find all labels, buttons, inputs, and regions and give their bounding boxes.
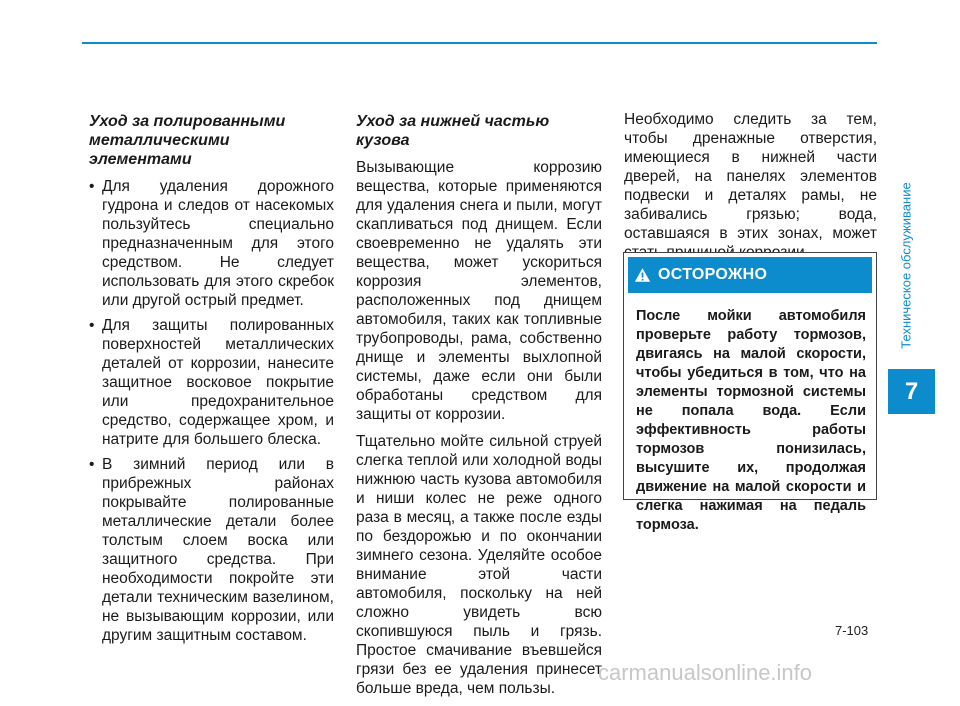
warning-text: После мойки автомобиля проверьте работу тормозов, двигаясь на малой скорости, чтобы убедиться в том, что на элементы тормозной системы не попала вода. Если эффективность работы тормозов понизилась, высушите их, продолжая движение на малой скорости и слегка нажимая на педаль тормоза. bbox=[636, 308, 866, 533]
list-item: • Для удаления дорожного гудрона и следов от насекомых пользуйтесь специально предназначенным для этого средством. Не следует использовать для этого скребок или другой острый предмет. bbox=[89, 177, 334, 310]
column-drain-holes bbox=[624, 110, 877, 270]
column-polished-metal bbox=[89, 112, 334, 651]
top-divider bbox=[82, 42, 877, 44]
warning-title: ОСТОРОЖНО bbox=[658, 266, 768, 283]
page-number: 7-103 bbox=[835, 623, 869, 638]
paragraph: Необходимо следить за тем, чтобы дренажные отверстия, имеющиеся в нижней части дверей, на панелях элементов подвески и деталях рамы, не забивались грязью; вода, оставшаяся в этих зонах, может bbox=[624, 111, 877, 242]
bullet-list bbox=[89, 177, 334, 645]
chapter-title: Техническое обслуживание bbox=[898, 181, 914, 349]
chapter-side-label bbox=[896, 160, 916, 370]
paragraph: Тщательно мойте сильной струей слегка теплой или холодной воды нижнюю часть кузова автомобиля и ниши колес не реже одного раза в месяц, а также после езды по бездорожью и по окончании зимнего сезона. Уделяйте особое внимание этой части автомобиля, поскольку на ней сложно увидеть всю скопившуюся пыль и грязь. Простое смачивание въевшейся грязи без ее удаления принесет больше вреда, чем пользы. bbox=[356, 433, 602, 697]
warning-box bbox=[623, 252, 877, 533]
section-heading: Уход за полированными металлическими элементами bbox=[89, 113, 286, 168]
paragraph: Вызывающие коррозию вещества, которые применяются для удаления снега и пыли, могут скапливаться под днищем. Если своевременно не удалять эти вещества, может ускориться коррозия элементов, расположенных под днищем автомобиля, таких как топливные трубопроводы, рама, собственно днище и элементы выхлопной системы, даже если они были обработаны средством для защиты от коррозии. bbox=[356, 159, 602, 423]
warning-header bbox=[628, 257, 872, 293]
list-item: • В зимний период или в прибрежных районах покрывайте полированные металлические детали более толстым слоем воска или защитного средства. При необходимости покройте эти детали техническим вазелином, не вызывающим коррозии, или другим защитным составом. bbox=[89, 455, 334, 645]
list-item: • Для защиты полированных поверхностей металлических деталей от коррозии, нанесите защитное восковое покрытие или предохранительное средство, содержащее хром, и натрите для большего блеска. bbox=[89, 316, 334, 449]
column-underbody bbox=[356, 112, 602, 706]
watermark: carmanualsonline.info bbox=[598, 660, 813, 685]
section-heading: Уход за нижней частью кузова bbox=[356, 113, 550, 149]
chapter-number-tab[interactable]: 7 bbox=[888, 369, 935, 414]
warning-triangle-icon bbox=[634, 267, 651, 283]
